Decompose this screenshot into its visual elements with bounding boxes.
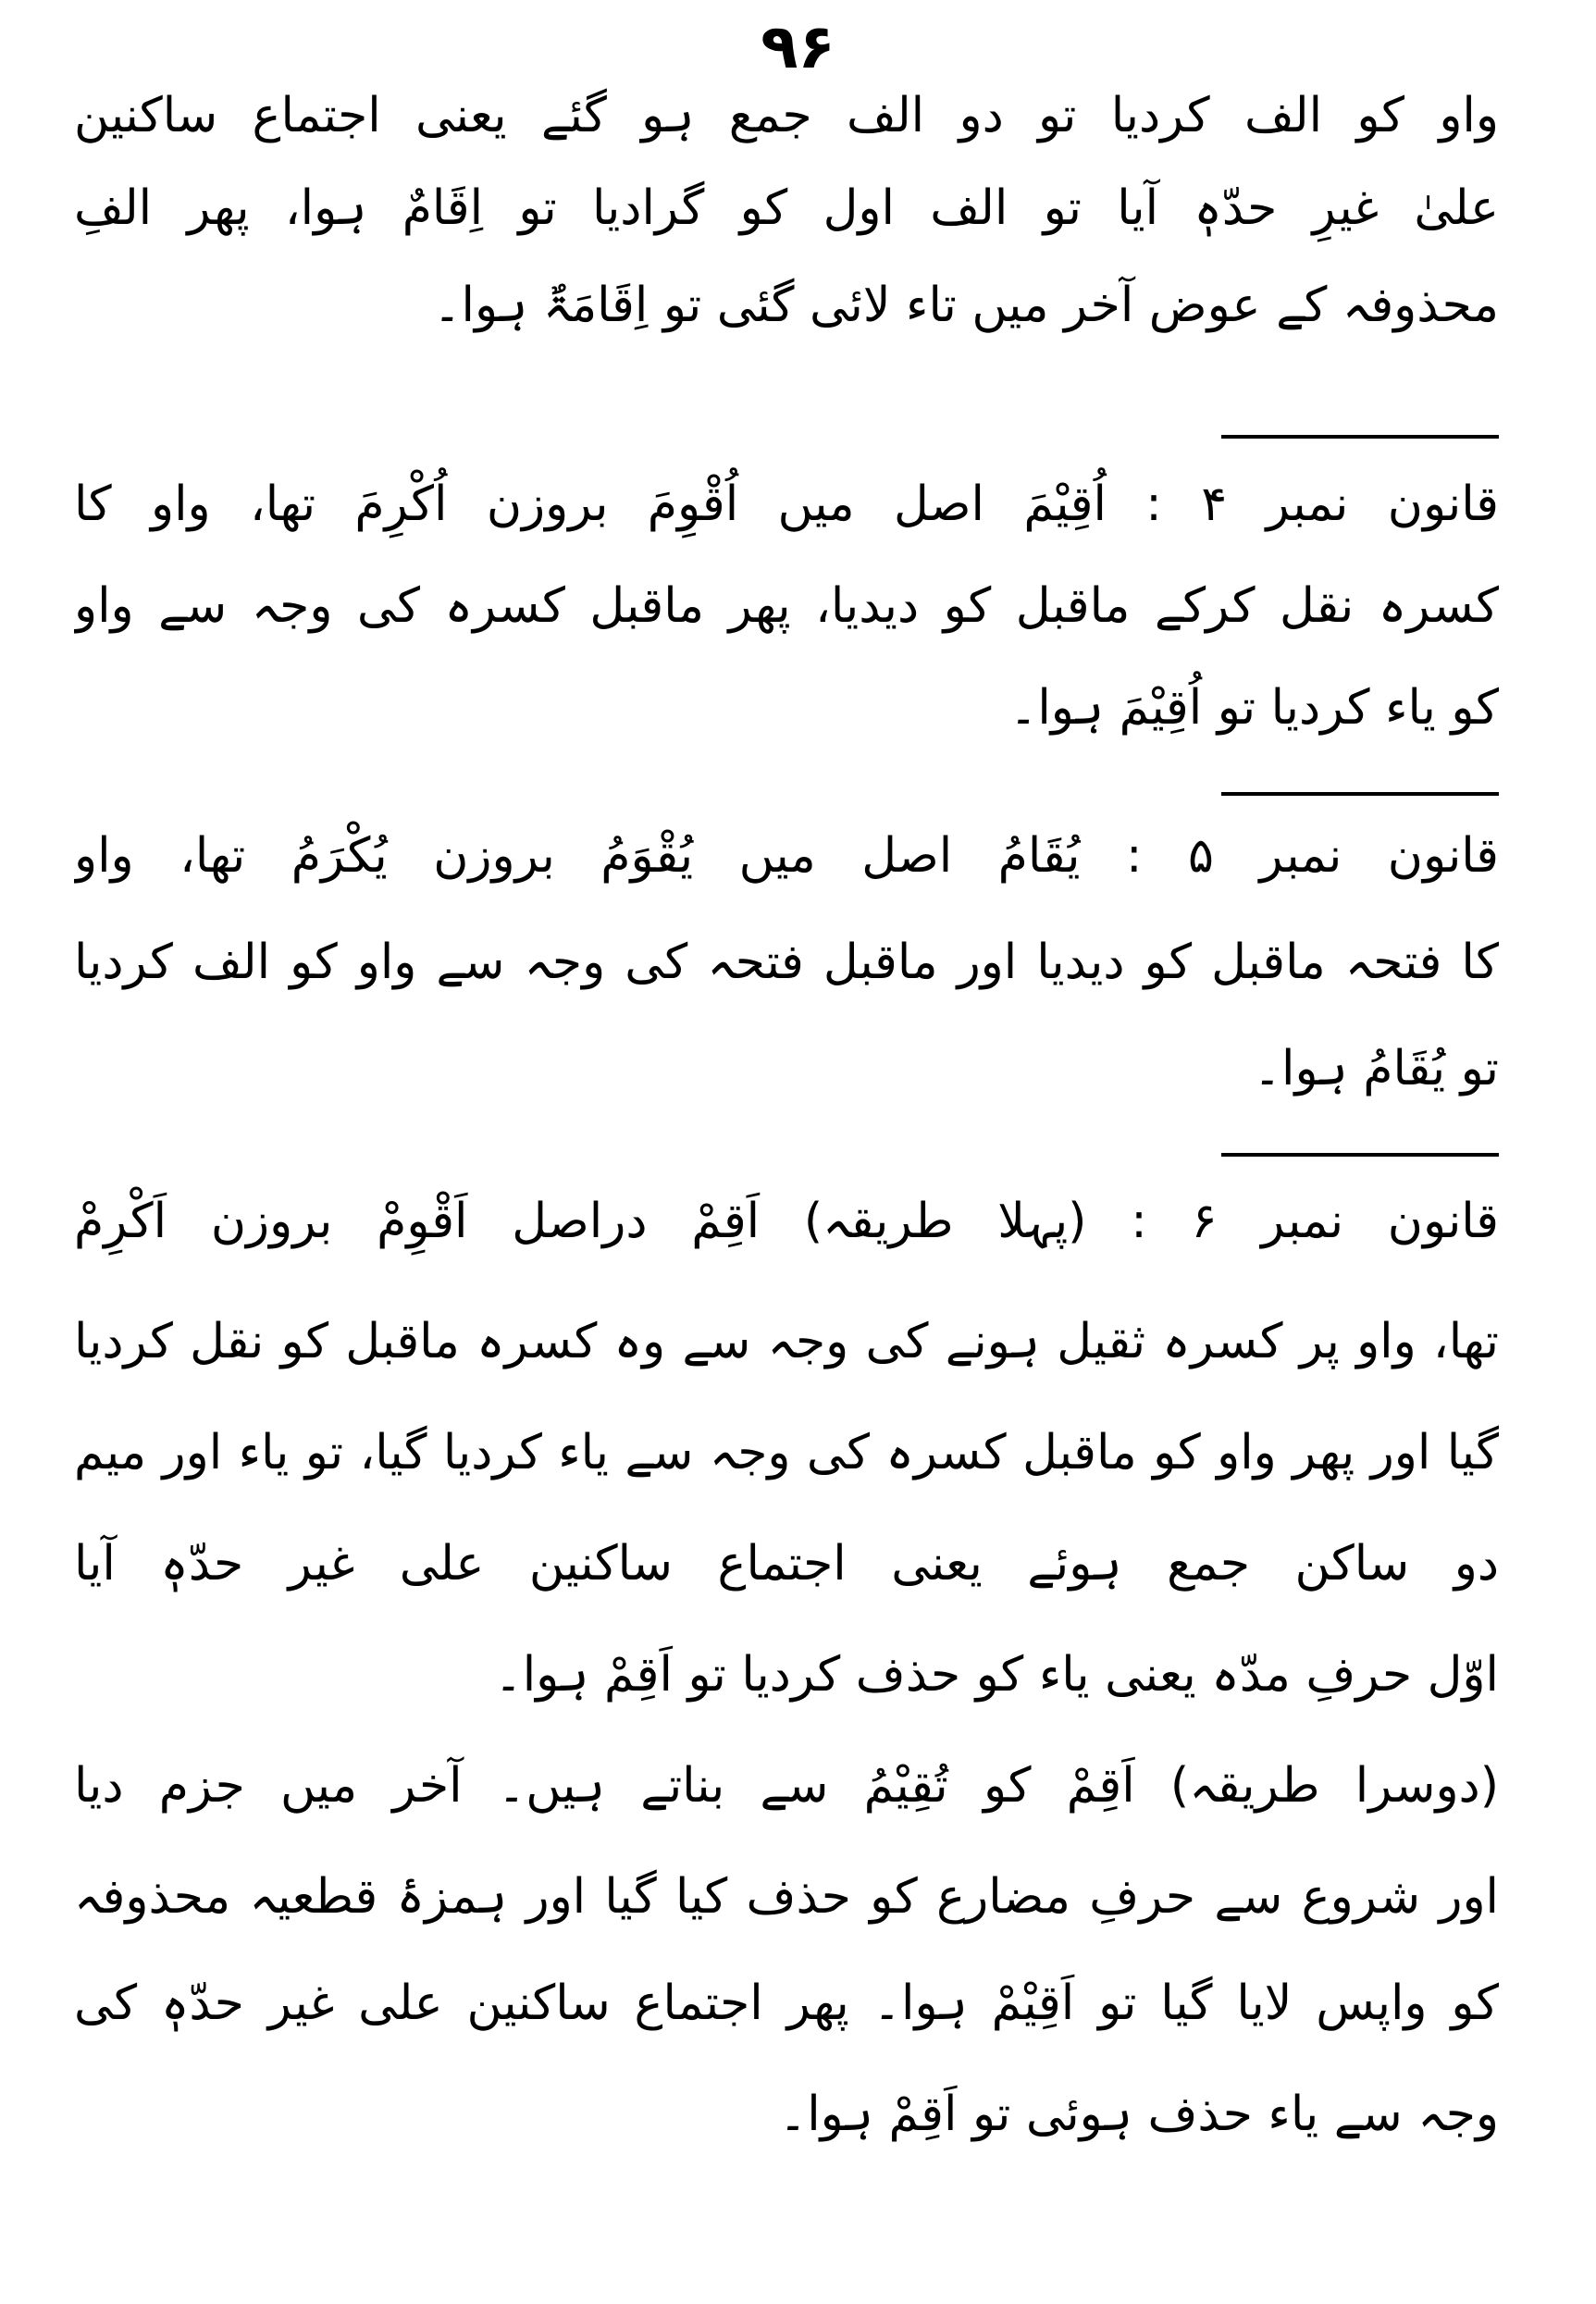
text-line: تو یُقَامُ ہوا۔ xyxy=(1253,1041,1499,1096)
text-line: دو ساکن جمع ہوئے یعنی اجتماع ساکنین علی غیر حدّہٖ آیا xyxy=(74,1536,1499,1592)
text-line: واو کو الف کردیا تو دو الف جمع ہو گئے یعنی اجتماع ساکنین xyxy=(74,88,1499,143)
section-divider xyxy=(1221,1153,1499,1157)
text-line: وجہ سے یاء حذف ہوئی تو اَقِمْ ہوا۔ xyxy=(778,2087,1499,2142)
text-line: علیٰ غیرِ حدّہٖ آیا تو الف اول کو گرادیا تو اِقَامٌ ہوا، پھر الفِ xyxy=(74,180,1499,236)
text-line: اور شروع سے حرفِ مضارع کو حذف کیا گیا اور ہمزۂ قطعیہ محذوفہ xyxy=(74,1869,1499,1925)
text-line: محذوفہ کے عوض آخر میں تاء لائی گئی تو اِقَامَۃٌ ہوا۔ xyxy=(433,278,1499,333)
text-line: کو واپس لایا گیا تو اَقِیْمْ ہوا۔ پھر اجتماع ساکنین علی غیر حدّہٖ کی xyxy=(74,1976,1499,2031)
text-line: (دوسرا طریقہ) اَقِمْ کو تُقِیْمُ سے بناتے ہیں۔ آخر میں جزم دیا xyxy=(74,1758,1499,1814)
text-line: قانون نمبر ۵ : یُقَامُ اصل میں یُقْوَمُ بروزن یُکْرَمُ تھا، واو xyxy=(74,828,1499,884)
text-line: تھا، واو پر کسرہ ثقیل ہونے کی وجہ سے وہ کسرہ ماقبل کو نقل کردیا xyxy=(74,1314,1499,1369)
text-line: کسرہ نقل کرکے ماقبل کو دیدیا، پھر ماقبل کسرہ کی وجہ سے واو xyxy=(74,578,1499,634)
text-line: اوّل حرفِ مدّہ یعنی یاء کو حذف کردیا تو اَقِمْ ہوا۔ xyxy=(494,1647,1499,1703)
text-line: قانون نمبر ۴ : اُقِیْمَ اصل میں اُقْوِمَ بروزن اُکْرِمَ تھا، واو کا xyxy=(74,477,1499,532)
text-line: کا فتحہ ماقبل کو دیدیا اور ماقبل فتحہ کی وجہ سے واو کو الف کردیا xyxy=(74,935,1499,990)
text-line: قانون نمبر ۶ : (پہلا طریقہ) اَقِمْ دراصل اَقْوِمْ بروزن اَکْرِمْ xyxy=(74,1194,1499,1249)
text-line: گیا اور پھر واو کو ماقبل کسرہ کی وجہ سے یاء کردیا گیا، تو یاء اور میم xyxy=(74,1425,1499,1480)
section-divider xyxy=(1221,435,1499,439)
section-divider xyxy=(1221,792,1499,796)
page-number: ۹۶ xyxy=(761,11,835,82)
text-line: کو یاء کردیا تو اُقِیْمَ ہوا۔ xyxy=(1008,680,1499,736)
